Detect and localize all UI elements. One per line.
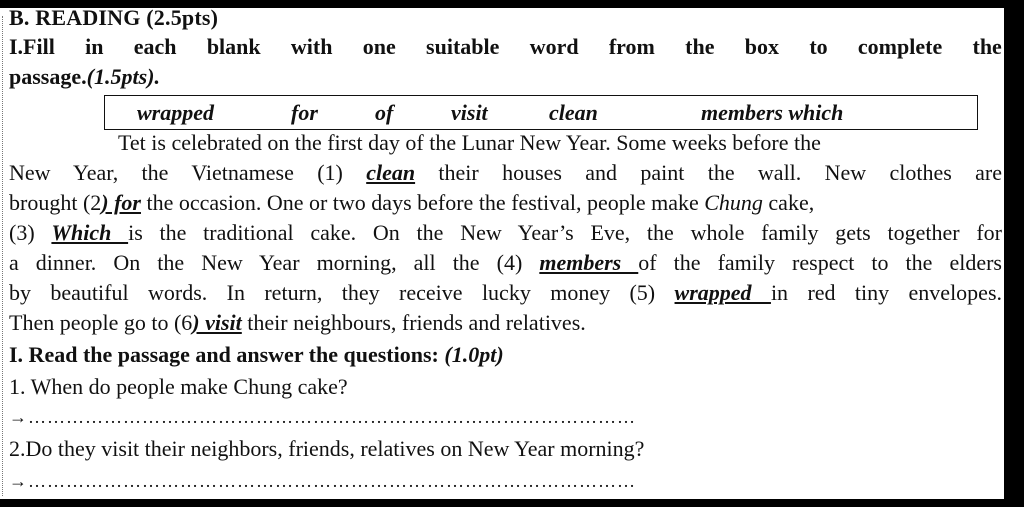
instruction-word: from [608, 34, 655, 59]
part2-title-text: I. Read the passage and answer the questions: [9, 342, 445, 367]
passage-text: New Year, the Vietnamese (1) [9, 160, 367, 185]
word-box-item: clean [549, 100, 598, 125]
instruction-passage-word: passage. [9, 64, 87, 89]
passage-text: the occasion. One or two days before the festival, people make [140, 190, 705, 215]
answer-line-2[interactable]: →…………………………………………………………………………………… [9, 471, 636, 491]
passage-line-7 [9, 310, 586, 336]
instruction-word: one [362, 34, 396, 59]
instruction-word: complete [857, 34, 943, 59]
passage-line-5 [9, 250, 1002, 276]
instruction-word: in [85, 34, 104, 59]
passage-text: brought (2 [9, 190, 102, 215]
word-box-item: for [291, 100, 318, 125]
instruction-word: box [744, 34, 780, 59]
left-margin-line [2, 16, 3, 496]
instruction-word: with [290, 34, 333, 59]
right-edge-bar [1004, 8, 1024, 499]
instruction-word: to [809, 34, 828, 59]
answer-blank-6: ) visit [192, 310, 242, 335]
passage-line-3 [9, 190, 1009, 216]
passage-line-1: Tet is celebrated on the first day of the Lunar New Year. Some weeks before the [118, 130, 821, 155]
answer-blank-5: wrapped [674, 280, 771, 305]
worksheet-page [0, 8, 1024, 499]
word-box-item: visit [451, 100, 488, 125]
passage-text: cake, [762, 190, 815, 215]
passage-text: is the traditional cake. On the New Year’s Eve, the whole family gets together for [128, 220, 1002, 245]
instruction-word: the [685, 34, 715, 59]
question-2: 2.Do they visit their neighbors, friends, relatives on New Year morning? [9, 436, 645, 461]
answer-blank-4: members [539, 250, 639, 275]
instruction-word: suitable [426, 34, 500, 59]
passage-text: in red tiny envelopes. [770, 280, 1003, 305]
part2-points: (1.0pt) [444, 342, 504, 367]
instruction-line-1 [9, 34, 1002, 60]
answer-line-1[interactable]: →…………………………………………………………………………………… [9, 407, 636, 427]
passage-text: their neighbours, friends and relatives. [241, 310, 586, 335]
answer-blank-1: clean [366, 160, 416, 185]
passage-text: their houses and paint the wall. New clothes are [415, 160, 1002, 185]
instruction-points: (1.5pts). [86, 64, 160, 89]
word-box-item: members which [701, 100, 844, 125]
passage-text: of the family respect to the elders [638, 250, 1002, 275]
part2-title [9, 342, 504, 368]
passage-italic-word: Chung [704, 190, 763, 215]
word-box-item: wrapped [137, 100, 214, 125]
word-box [104, 95, 978, 130]
passage-line-6 [9, 280, 1002, 306]
word-box-item: of [375, 100, 394, 125]
passage-text: Then people go to (6 [9, 310, 193, 335]
question-1: 1. When do people make Chung cake? [9, 374, 348, 399]
section-title: B. READING (2.5pts) [9, 8, 219, 30]
instruction-line-2 [9, 64, 160, 90]
passage-line-2 [9, 160, 1002, 186]
passage-text: a dinner. On the New Year morning, all the (4) [9, 250, 540, 275]
passage-line-4 [9, 220, 1002, 246]
instruction-word: the [972, 34, 1002, 59]
passage-text: (3) [9, 220, 52, 245]
instruction-word: I.Fill [9, 34, 55, 59]
instruction-word: each [133, 34, 177, 59]
passage-text: by beautiful words. In return, they receive lucky money (5) [9, 280, 675, 305]
instruction-word: word [529, 34, 579, 59]
answer-blank-2: ) for [101, 190, 141, 215]
instruction-word: blank [206, 34, 261, 59]
answer-blank-3: Which [51, 220, 129, 245]
